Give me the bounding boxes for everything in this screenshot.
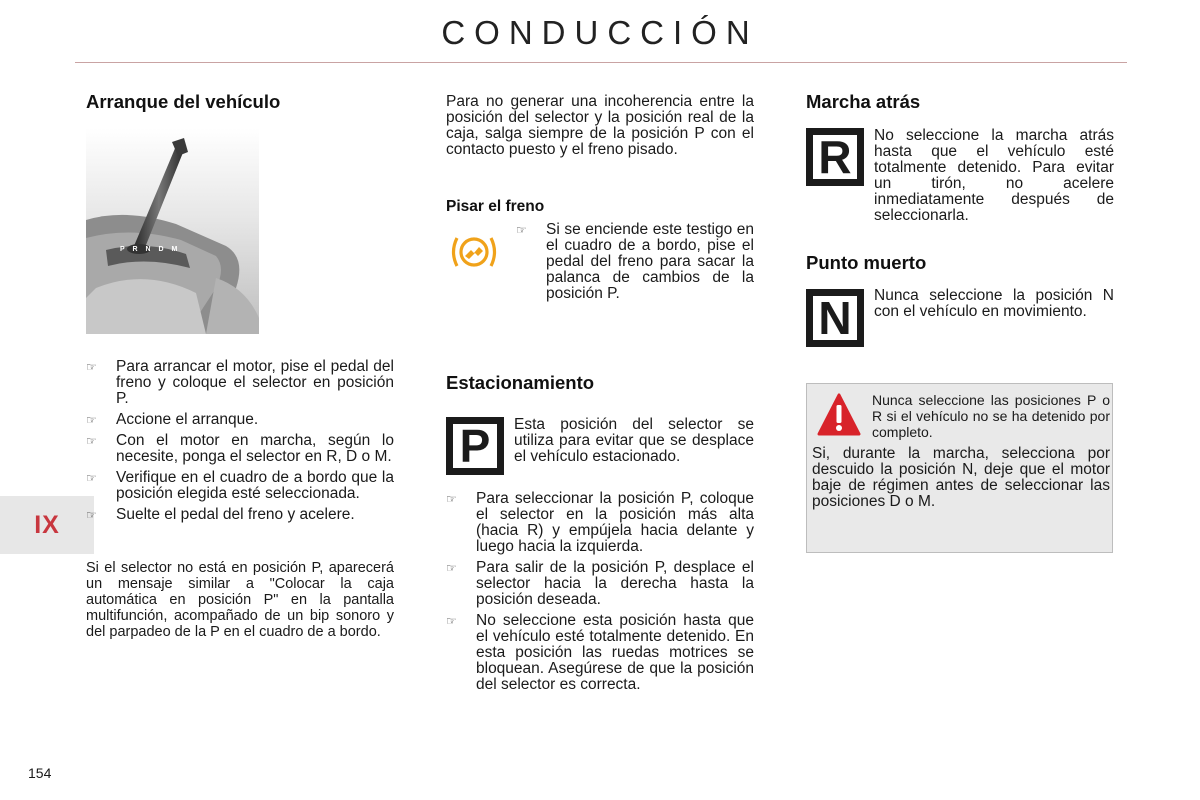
heading-punto-muerto: Punto muerto [806,252,927,273]
hand-pointer-icon: ☞ [446,492,457,506]
intro-paragraph: Para no generar una incoherencia entre la posición del selector y la posición real de la caja, salga siempre de la posición P con el contacto puesto y el freno pisado. [446,93,754,158]
start-steps-list [86,359,394,528]
warning-box [806,383,1113,553]
list-item: ☞ Verifique en el cuadro de a bordo que la posición elegida esté seleccionada. [86,469,394,502]
reverse-r-icon: R [806,128,864,186]
warning-text: Nunca seleccione las posiciones P o R si el vehículo no se ha detenido por completo. [872,392,1110,440]
list-item: ☞ Para salir de la posición P, desplace el selector hacia la derecha hasta la posición deseada. [446,559,754,608]
hand-pointer-icon: ☞ [446,561,457,575]
heading-marcha-atras: Marcha atrás [806,91,921,112]
neutral-description: Nunca seleccione la posición N con el vehículo en movimiento. [874,287,1114,320]
list-item: ☞ Accione el arranque. [86,411,259,428]
hand-pointer-icon: ☞ [86,413,97,427]
hand-pointer-icon: ☞ [516,223,527,237]
list-item: ☞ Si se enciende este testigo en el cuadro de a bordo, pise el pedal del freno para sacar la palanca de cambios de la posición P. [516,221,754,302]
title-divider [75,62,1127,63]
gear-letters: P R N D M [120,246,181,253]
page-number: 154 [28,765,52,781]
selector-note: Si el selector no está en posición P, aparecerá un mensaje similar a "Colocar la caja automática en posición P" en la pantalla multifunción, acompañado de un bip sonoro y del parpadeo de la P en el cuadro de a bordo. [86,560,394,640]
park-description: Esta posición del selector se utiliza para evitar que se desplace el vehículo estacionado. [514,416,754,465]
list-item: ☞ Para arrancar el motor, pise el pedal del freno y coloque el selector en posición P. [86,358,394,407]
chapter-tab [0,496,94,554]
gear-selector-illustration [86,128,259,334]
neutral-n-icon: N [806,289,864,347]
list-item: ☞ Con el motor en marcha, según lo necesite, ponga el selector en R, D o M. [86,432,394,465]
heading-estacionamiento: Estacionamiento [446,372,595,393]
hand-pointer-icon: ☞ [86,434,97,448]
chapter-tab-label: IX [34,510,60,539]
warning-triangle-icon [817,392,861,438]
list-item: ☞ Suelte el pedal del freno y acelere. [86,506,355,523]
park-p-icon: P [446,417,504,475]
park-steps-list [446,491,754,698]
hand-pointer-icon: ☞ [86,471,97,485]
hand-pointer-icon: ☞ [86,360,97,374]
list-item: ☞ No seleccione esta posición hasta que el vehículo esté totalmente detenido. En esta posición las ruedas motrices se bloquean. Asegúrese de que la posición del selector es correcta. [446,612,754,693]
warning-text-2: Si, durante la marcha, selecciona por descuido la posición N, deje que el motor baje de régimen antes de seleccionar las posiciones D o M. [812,445,1110,510]
reverse-description: No seleccione la marcha atrás hasta que el vehículo esté totalmente detenido. Para evitar un tirón, no acelere inmediatamente después de seleccionarla. [874,127,1114,224]
list-item: ☞ Para seleccionar la posición P, coloque el selector en la posición más alta (hacia R) y empújela hacia delante y luego hacia la izquierda. [446,490,754,555]
heading-arranque: Arranque del vehículo [86,91,281,112]
hand-pointer-icon: ☞ [86,508,97,522]
hand-pointer-icon: ☞ [446,614,457,628]
brake-warning-icon [448,230,500,274]
heading-pisar-freno: Pisar el freno [446,198,545,215]
brake-note-list [516,222,754,307]
page-title: CONDUCCIÓN [441,14,759,51]
